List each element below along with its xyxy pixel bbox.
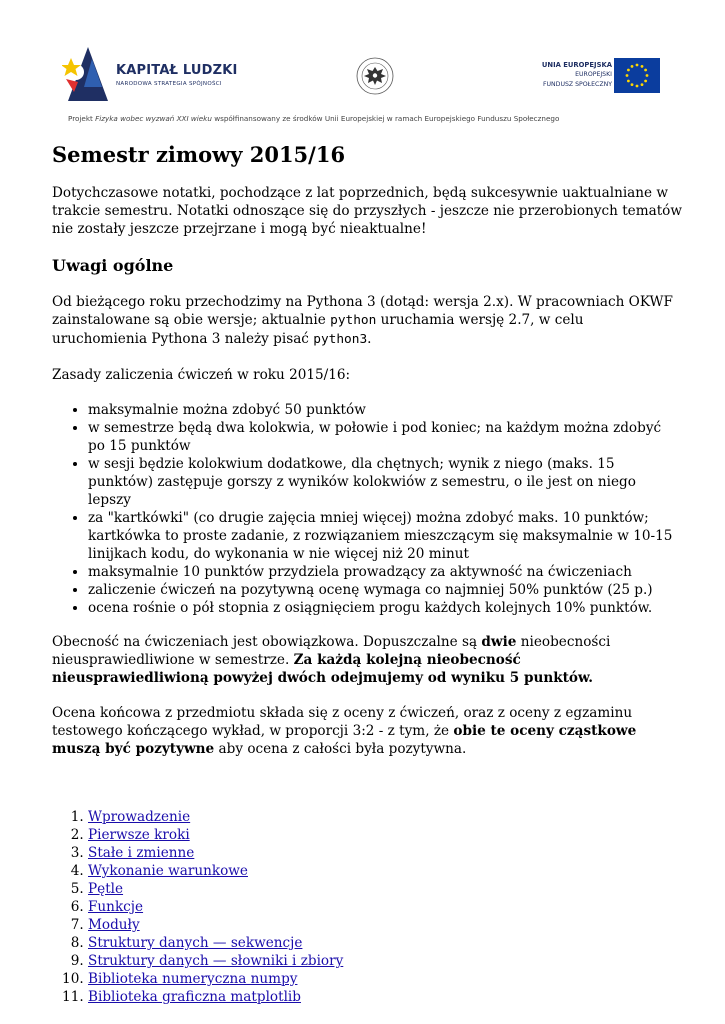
list-item: • zaliczenie ćwiczeń na pozytywną ocenę wymaga co najmniej 50% punktów (25 p.) xyxy=(88,581,682,599)
toc-link-stale-i-zmienne[interactable]: Stałe i zmienne xyxy=(88,845,195,861)
rules-intro: Zasady zaliczenia ćwiczeń w roku 2015/16: xyxy=(52,367,351,383)
toc-item xyxy=(88,862,682,880)
toc-item xyxy=(88,916,682,934)
toc-link-sekwencje[interactable]: Struktury danych — sekwencje xyxy=(88,935,303,951)
project-name: Fizyka wobec wyzwań XXI wieku xyxy=(95,114,212,123)
toc-link-slowniki-i-zbiory[interactable]: Struktury danych — słowniki i zbiory xyxy=(88,953,344,969)
page-title: Semestr zimowy 2015/16 xyxy=(52,142,346,167)
main-content xyxy=(52,140,682,1006)
list-item: • w sesji będzie kolokwium dodatkowe, dla chętnych; wynik z niego (maks. 15 punktów) zastępuje gorszy z wyników kolokwiów z semestru, o ile jest on niego lepszy xyxy=(88,455,682,509)
list-item: • za "kartkówki" (co drugie zajęcia mniej więcej) można zdobyć maks. 10 punktów; kartkówka to proste zadanie, z rozwiązaniem mieszczącym się maksymalnie w 10-15 linijkach kodu, do wykonania w nie więcej niż 20 minut xyxy=(88,509,682,563)
toc-item xyxy=(88,970,682,988)
rules-list xyxy=(52,401,682,617)
list-item: • maksymalnie 10 punktów przydziela prowadzący za aktywność na ćwiczeniach xyxy=(88,563,682,581)
attendance-penalty: Za każdą kolejną nieobecność nieusprawiedliwioną powyżej dwóch odejmujemy od wyniku 5 punktów. xyxy=(52,652,594,686)
eu-title: UNIA EUROPEJSKA xyxy=(541,61,612,69)
python-version-paragraph: Od bieżącego roku przechodzimy na Pythona 3 (dotąd: wersja 2.x). W pracowniach OKWF zainstalowane są obie wersje; aktualnie python uruchamia wersję 2.7, w celu uruchomienia Pythona 3 należy pisać python3. xyxy=(52,294,673,347)
university-seal-icon xyxy=(355,56,395,96)
toc-link-pierwsze-kroki[interactable]: Pierwsze kroki xyxy=(88,827,190,843)
final-grade-paragraph: Ocena końcowa z przedmiotu składa się z oceny z ćwiczeń, oraz z oceny z egzaminu testowego kończącego wykład, w proporcji 3:2 - z tym, że obie te oceny cząstkowe muszą być pozytywne aby ocena z całości była pozytywna. xyxy=(52,705,637,757)
kapital-ludzki-mark-icon xyxy=(62,45,110,103)
toc-item xyxy=(88,844,682,862)
toc-link-moduly[interactable]: Moduły xyxy=(88,917,140,933)
header-banner xyxy=(0,0,725,132)
eu-fund-line2: FUNDUSZ SPOŁECZNY xyxy=(542,81,612,88)
list-item: • maksymalnie można zdobyć 50 punktów xyxy=(88,401,682,419)
toc-link-wykonanie-warunkowe[interactable]: Wykonanie warunkowe xyxy=(88,863,248,879)
kapital-ludzki-subtitle: NARODOWA STRATEGIA SPÓJNOŚCI xyxy=(116,81,222,87)
toc-item xyxy=(88,880,682,898)
eu-logo xyxy=(515,58,660,98)
section-heading-general: Uwagi ogólne xyxy=(52,256,174,275)
attendance-paragraph: Obecność na ćwiczeniach jest obowiązkowa. Dopuszczalne są dwie nieobecności nieusprawiedliwione w semestrze. Za każdą kolejną nieobecność nieusprawiedliwioną powyżej dwóch odejmujemy od wyniku 5 punktów. xyxy=(52,634,611,686)
toc-link-matplotlib[interactable]: Biblioteka graficzna matplotlib xyxy=(88,989,301,1005)
toc-item xyxy=(88,952,682,970)
code-python: python xyxy=(330,313,377,328)
toc-item xyxy=(88,826,682,844)
toc-link-funkcje[interactable]: Funkcje xyxy=(88,899,144,915)
eu-fund-line1: EUROPEJSKI xyxy=(575,71,612,78)
intro-paragraph: Dotychczasowe notatki, pochodzące z lat poprzednich, będą sukcesywnie uaktualniane w trakcie semestru. Notatki odnoszące się do przyszłych - jeszcze nie przerobionych tematów nie zostały jeszcze przejrzane i mogą być nieaktualne! xyxy=(52,185,682,237)
toc-link-numpy[interactable]: Biblioteka numeryczna numpy xyxy=(88,971,298,987)
eu-flag-icon xyxy=(614,58,660,93)
kapital-ludzki-title: KAPITAŁ LUDZKI xyxy=(116,63,238,78)
project-funding-line: Projekt Fizyka wobec wyzwań XXI wieku współfinansowany ze środków Unii Europejskiej w ramach Europejskiego Funduszu Społecznego xyxy=(68,114,560,123)
toc-item xyxy=(88,808,682,826)
toc-link-petle[interactable]: Pętle xyxy=(88,881,124,897)
table-of-contents xyxy=(52,808,682,1006)
toc-link-wprowadzenie[interactable]: Wprowadzenie xyxy=(88,809,191,825)
list-item: • ocena rośnie o pół stopnia z osiągnięciem progu każdych kolejnych 10% punktów. xyxy=(88,599,682,617)
toc-item xyxy=(88,988,682,1006)
code-python3: python3 xyxy=(313,332,368,347)
toc-item xyxy=(88,898,682,916)
list-item: • w semestrze będą dwa kolokwia, w połowie i pod koniec; na każdym można zdobyć po 15 punktów xyxy=(88,419,682,455)
toc-item xyxy=(88,934,682,952)
kapital-ludzki-logo xyxy=(62,45,252,103)
